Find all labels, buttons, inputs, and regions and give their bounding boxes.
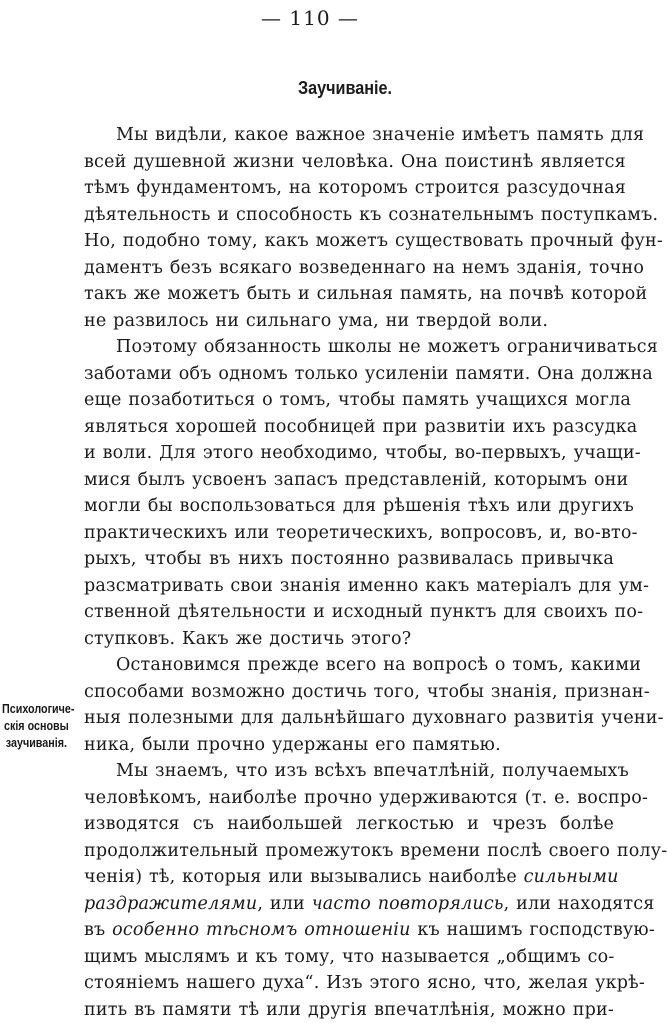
- text-line: не развилось ни сильнаго ума, ни твердой воли.: [84, 308, 614, 335]
- text-line: мися былъ усвоенъ запасъ представленій, которымъ они: [84, 467, 614, 494]
- text-line: разсматривать свои знанія именно какъ матеріалъ для ум-: [84, 573, 614, 600]
- text-line: ченія) тѣ, которыя или вызывались наиболѣе сильными: [84, 864, 614, 891]
- body-text: [84, 122, 614, 1023]
- text-line: могли бы воспользоваться для рѣшенія тѣхъ или другихъ: [84, 493, 614, 520]
- margin-note-line: Психологиче-: [2, 701, 71, 718]
- text-line: заботами объ одномъ только усиленіи памяти. Она должна: [84, 361, 614, 388]
- section-title: Заучиваніе.: [35, 78, 656, 99]
- text-line: еще позаботиться о томъ, чтобы память учащихся могла: [84, 387, 614, 414]
- text-line: и воли. Для этого необходимо, чтобы, во-первыхъ, учащи-: [84, 440, 614, 467]
- text-line: человѣкомъ, наиболѣе прочно удерживаются (т. е. воспро-: [84, 785, 614, 812]
- margin-note-line: заучиванія.: [2, 735, 71, 752]
- text-line: Мы видѣли, какое важное значеніе имѣетъ память для: [84, 122, 614, 149]
- text-line: изводятся съ наибольшей легкостью и чрезъ болѣе: [84, 811, 614, 838]
- text-line: всей душевной жизни человѣка. Она поистинѣ является: [84, 149, 614, 176]
- text-line: продолжительный промежутокъ времени послѣ своего полу-: [84, 838, 614, 865]
- page-number: — 110 —: [0, 6, 620, 30]
- text-line: раздражителями, или часто повторялись, или находятся: [84, 891, 614, 918]
- text-line: ственной дѣятельности и исходный пунктъ для своихъ по-: [84, 599, 614, 626]
- text-line: въ особенно тѣсномъ отношеніи къ нашимъ господствую-: [84, 917, 614, 944]
- text-line: являться хорошей пособницей при развитіи ихъ разсудка: [84, 414, 614, 441]
- text-line: ника, были прочно удержаны его памятью.: [84, 732, 614, 759]
- text-line: Но, подобно тому, какъ можетъ существовать прочный фун-: [84, 228, 614, 255]
- text-line: Мы знаемъ, что изъ всѣхъ впечатлѣній, получаемыхъ: [84, 758, 614, 785]
- text-line: дѣятельность и способность къ сознательнымъ поступкамъ.: [84, 202, 614, 229]
- text-line: стояніемъ нашего духа“. Изъ этого ясно, что, желая укрѣ-: [84, 970, 614, 997]
- text-line: ныя полезными для дальнѣйшаго духовнаго развитія учени-: [84, 705, 614, 732]
- text-line: практическихъ или теоретическихъ, вопросовъ, и, во-вто-: [84, 520, 614, 547]
- margin-note: [2, 701, 71, 752]
- text-line: пить въ памяти тѣ или другія впечатлѣнія, можно при-: [84, 997, 614, 1023]
- text-line: ступковъ. Какъ же достичь этого?: [84, 626, 614, 653]
- text-line: такъ же можетъ быть и сильная память, на почвѣ которой: [84, 281, 614, 308]
- text-line: тѣмъ фундаментомъ, на которомъ строится разсудочная: [84, 175, 614, 202]
- text-line: щимъ мыслямъ и къ тому, что называется „общимъ со-: [84, 944, 614, 971]
- text-line: способами возможно достичь того, чтобы знанія, признан-: [84, 679, 614, 706]
- text-line: Остановимся прежде всего на вопросѣ о томъ, какими: [84, 652, 614, 679]
- text-line: Поэтому обязанность школы не можетъ ограничиваться: [84, 334, 614, 361]
- margin-note-line: скія основы: [2, 718, 71, 735]
- text-line: даментъ безъ всякаго возведеннаго на немъ зданія, точно: [84, 255, 614, 282]
- text-line: рыхъ, чтобы въ нихъ постоянно развивалась привычка: [84, 546, 614, 573]
